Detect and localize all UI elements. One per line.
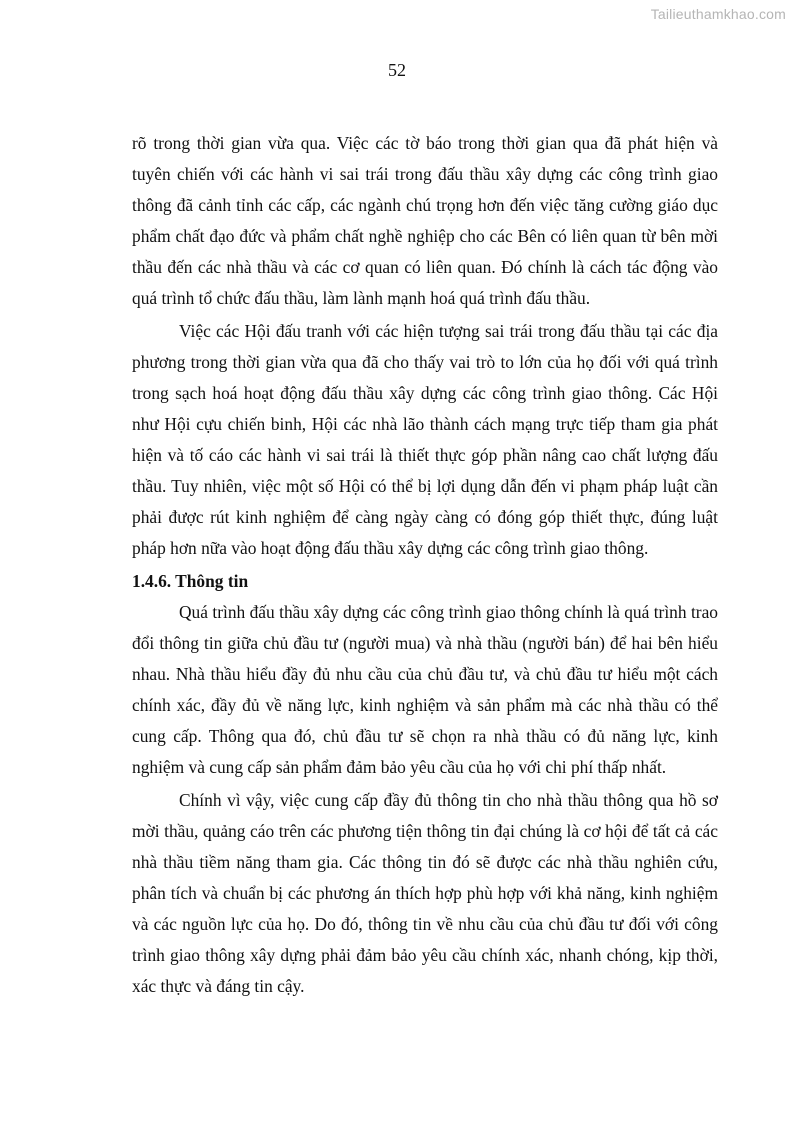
watermark: Tailieuthamkhao.com [650, 6, 786, 22]
section-heading: 1.4.6. Thông tin [132, 571, 249, 591]
paragraph-associations: Việc các Hội đấu tranh với các hiện tượng sai trái trong đấu thầu tại các địa phương trong thời gian vừa qua đã cho thấy vai trò to lớn của họ đối với quá trình trong sạch hoá hoạt động đấu thầu xây dựng các công trình giao thông. Các Hội như Hội cựu chiến binh, Hội các nhà lão thành cách mạng trực tiếp tham gia phát hiện và tố cáo các hành vi sai trái là thiết thực góp phần nâng cao chất lượng đấu thầu. Tuy nhiên, việc một số Hội có thể bị lợi dụng dẫn đến vi phạm pháp luật cần phải được rút kinh nghiệm để càng ngày càng có đóng góp thiết thực, đúng luật pháp hơn nữa vào hoạt động đấu thầu xây dựng các công trình giao thông. [132, 321, 718, 558]
paragraph-information-exchange: Quá trình đấu thầu xây dựng các công trình giao thông chính là quá trình trao đổi thông tin giữa chủ đầu tư (người mua) và nhà thầu (người bán) để hai bên hiểu nhau. Nhà thầu hiểu đầy đủ nhu cầu của chủ đầu tư, và chủ đầu tư hiểu một cách chính xác, đầy đủ về năng lực, kinh nghiệm và sản phẩm mà các nhà thầu có thể cung cấp. Thông qua đó, chủ đầu tư sẽ chọn ra nhà thầu có đủ năng lực, kinh nghiệm và cung cấp sản phẩm đảm bảo yêu cầu của họ với chi phí thấp nhất. [132, 602, 718, 777]
paragraph-information-provision: Chính vì vậy, việc cung cấp đầy đủ thông tin cho nhà thầu thông qua hồ sơ mời thầu, quảng cáo trên các phương tiện thông tin đại chúng là cơ hội để tất cả các nhà thầu tiềm năng tham gia. Các thông tin đó sẽ được các nhà thầu nghiên cứu, phân tích và chuẩn bị các phương án thích hợp phù hợp với khả năng, kinh nghiệm và các nguồn lực của họ. Do đó, thông tin về nhu cầu của chủ đầu tư đối với công trình giao thông xây dựng phải đảm bảo yêu cầu chính xác, nhanh chóng, kịp thời, xác thực và đáng tin cậy. [132, 790, 718, 996]
page-number: 52 [388, 60, 406, 80]
document-body [132, 128, 718, 1004]
paragraph-continuation: rõ trong thời gian vừa qua. Việc các tờ báo trong thời gian qua đã phát hiện và tuyên chiến với các hành vi sai trái trong đấu thầu xây dựng các công trình giao thông đã cảnh tỉnh các cấp, các ngành chú trọng hơn đến việc tăng cường giáo dục phẩm chất đạo đức và phẩm chất nghề nghiệp cho các Bên có liên quan từ bên mời thầu đến các nhà thầu và các cơ quan có liên quan. Đó chính là cách tác động vào quá trình tổ chức đấu thầu, làm lành mạnh hoá quá trình đấu thầu. [132, 133, 718, 308]
